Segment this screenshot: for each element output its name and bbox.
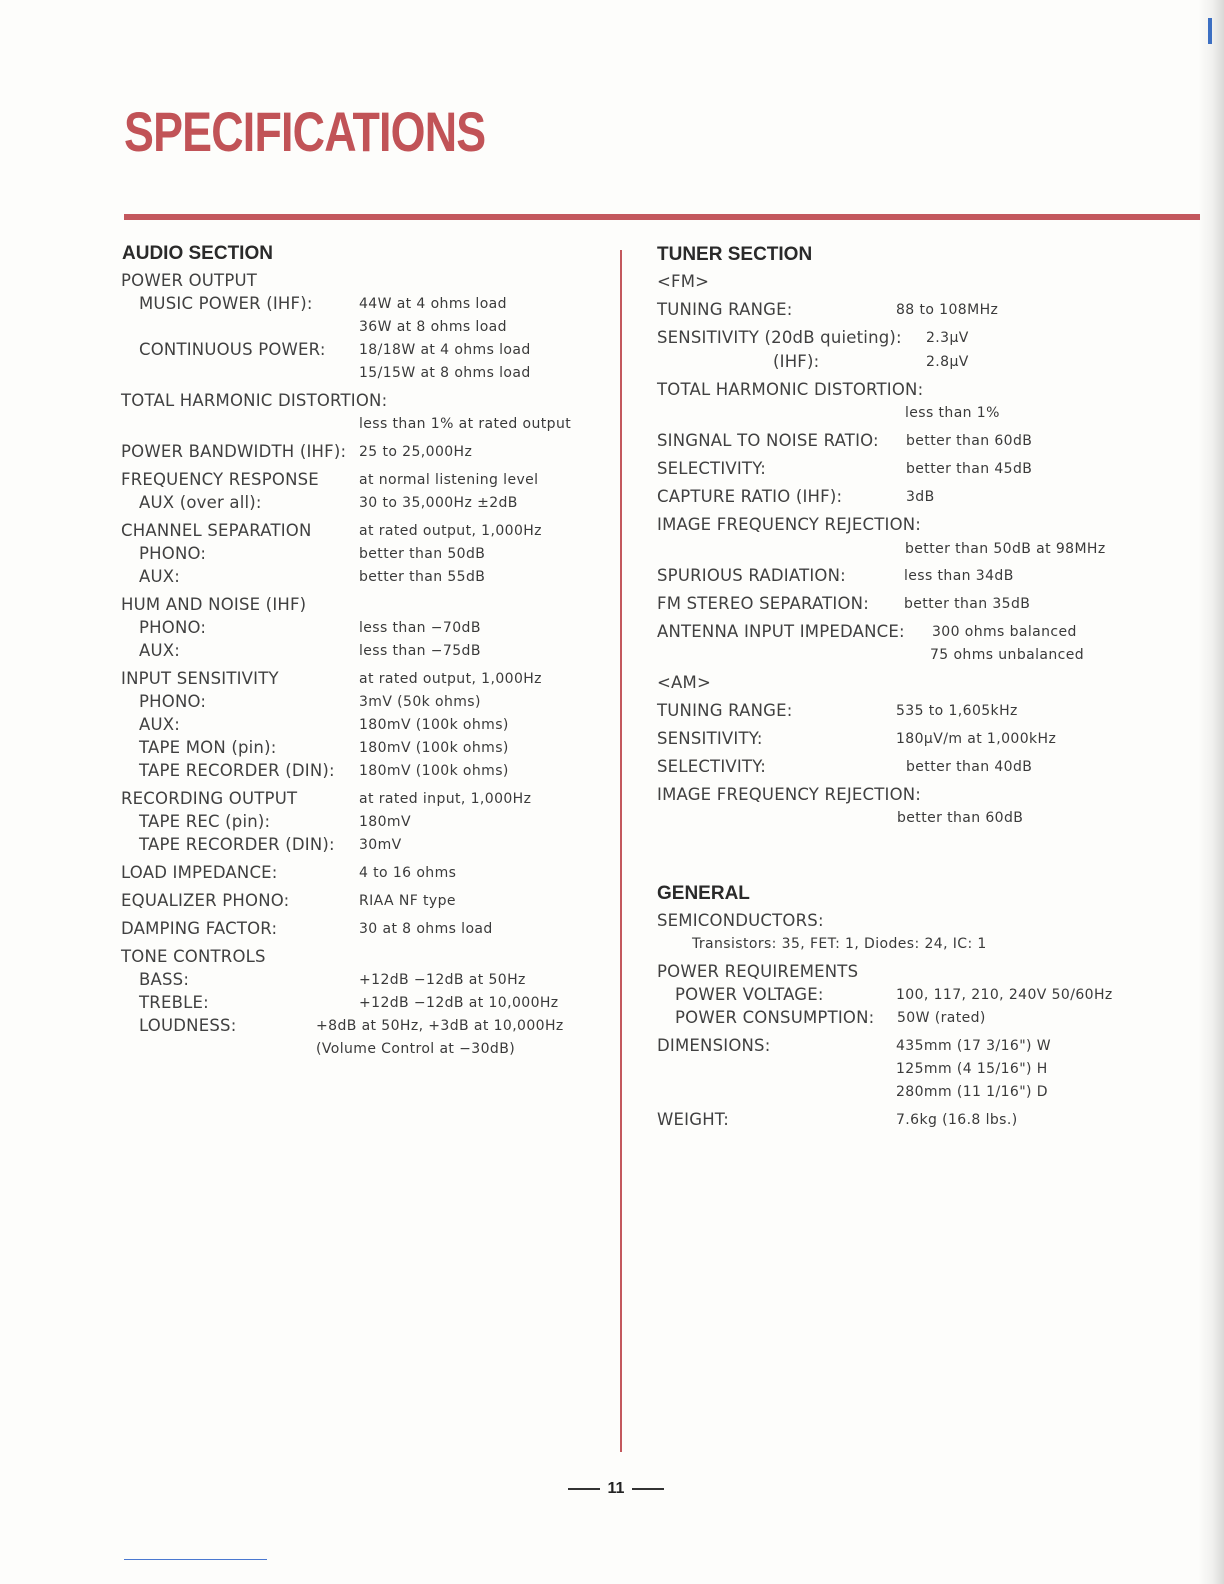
channel-phono-label: PHONO: (139, 544, 207, 563)
continuous-power-8ohm-value: 15/15W at 8 ohms load (359, 365, 531, 381)
channel-phono-value: better than 50dB (359, 546, 486, 562)
music-power-8ohm-value: 36W at 8 ohms load (359, 319, 507, 335)
page-number-dash-left (568, 1488, 600, 1490)
tuner-section-heading: TUNER SECTION (657, 244, 813, 265)
power-consumption-value: 50W (rated) (897, 1010, 986, 1026)
damping-factor-label: DAMPING FACTOR: (121, 919, 278, 938)
power-output-label: POWER OUTPUT (121, 271, 258, 290)
frequency-aux-value: 30 to 35,000Hz ±2dB (359, 495, 518, 511)
recording-output-note: at rated input, 1,000Hz (359, 791, 532, 807)
fm-image-rejection-value: better than 50dB at 98MHz (905, 541, 1106, 557)
page-number-dash-right (632, 1488, 664, 1490)
input-aux-value: 180mV (100k ohms) (359, 717, 509, 733)
continuous-power-label: CONTINUOUS POWER: (139, 340, 326, 359)
fm-antenna-impedance-label: ANTENNA INPUT IMPEDANCE: (657, 622, 905, 641)
fm-snr-label: SINGNAL TO NOISE RATIO: (657, 431, 879, 450)
channel-aux-label: AUX: (139, 567, 181, 586)
am-image-rejection-label: IMAGE FREQUENCY REJECTION: (657, 785, 922, 804)
hum-aux-value: less than −75dB (359, 643, 481, 659)
dimensions-height: 125mm (4 15/16") H (896, 1061, 1048, 1077)
fm-stereo-separation-label: FM STEREO SEPARATION: (657, 594, 869, 613)
frequency-aux-label: AUX (over all): (139, 493, 262, 512)
fm-antenna-impedance-unbalanced: 75 ohms unbalanced (930, 647, 1085, 663)
fm-selectivity-value: better than 45dB (906, 461, 1033, 477)
treble-label: TREBLE: (139, 993, 209, 1012)
channel-separation-label: CHANNEL SEPARATION (121, 521, 312, 540)
input-aux-label: AUX: (139, 715, 181, 734)
power-consumption-label: POWER CONSUMPTION: (675, 1008, 875, 1027)
semiconductors-label: SEMICONDUCTORS: (657, 911, 824, 930)
am-selectivity-value: better than 40dB (906, 759, 1033, 775)
fm-spurious-value: less than 34dB (904, 568, 1014, 584)
fm-stereo-separation-value: better than 35dB (904, 596, 1031, 612)
thd-label: TOTAL HARMONIC DISTORTION: (121, 391, 388, 410)
audio-section-heading: AUDIO SECTION (122, 243, 273, 264)
power-voltage-value: 100, 117, 210, 240V 50/60Hz (896, 987, 1113, 1003)
am-heading: <AM> (657, 673, 711, 692)
channel-aux-value: better than 55dB (359, 569, 486, 585)
input-tape-recorder-label: TAPE RECORDER (DIN): (139, 761, 335, 780)
fm-capture-ratio-label: CAPTURE RATIO (IHF): (657, 487, 843, 506)
power-voltage-label: POWER VOLTAGE: (675, 985, 824, 1004)
fm-sensitivity-ihf-label: (IHF): (773, 352, 820, 371)
dimensions-label: DIMENSIONS: (657, 1036, 771, 1055)
power-bandwidth-label: POWER BANDWIDTH (IHF): (121, 442, 347, 461)
input-tape-mon-value: 180mV (100k ohms) (359, 740, 509, 756)
bass-label: BASS: (139, 970, 190, 989)
rec-tape-rec-label: TAPE REC (pin): (139, 812, 271, 831)
fm-sensitivity-label: SENSITIVITY (20dB quieting): (657, 328, 902, 347)
equalizer-phono-value: RIAA NF type (359, 893, 456, 909)
thd-value: less than 1% at rated output (359, 416, 572, 432)
am-image-rejection-value: better than 60dB (897, 810, 1024, 826)
semiconductors-value: Transistors: 35, FET: 1, Diodes: 24, IC: 1 (692, 936, 987, 952)
weight-value: 7.6kg (16.8 lbs.) (896, 1112, 1018, 1128)
fm-sensitivity-value: 2.3μV (926, 330, 969, 346)
fm-capture-ratio-value: 3dB (906, 489, 935, 505)
general-section-heading: GENERAL (657, 883, 750, 904)
fm-thd-value: less than 1% (905, 405, 1000, 421)
input-phono-value: 3mV (50k ohms) (359, 694, 481, 710)
fm-sensitivity-ihf-value: 2.8μV (926, 354, 969, 370)
fm-thd-label: TOTAL HARMONIC DISTORTION: (657, 380, 924, 399)
bass-value: +12dB −12dB at 50Hz (359, 972, 526, 988)
load-impedance-label: LOAD IMPEDANCE: (121, 863, 278, 882)
page-number (566, 1477, 666, 1501)
am-tuning-range-label: TUNING RANGE: (657, 701, 793, 720)
page-title: SPECIFICATIONS (124, 100, 486, 163)
dimensions-depth: 280mm (11 1/16") D (896, 1084, 1048, 1100)
hum-noise-label: HUM AND NOISE (IHF) (121, 595, 307, 614)
input-phono-label: PHONO: (139, 692, 207, 711)
fm-snr-value: better than 60dB (906, 433, 1033, 449)
music-power-4ohm-value: 44W at 4 ohms load (359, 296, 507, 312)
input-sensitivity-label: INPUT SENSITIVITY (121, 669, 279, 688)
page-number-text: 11 (607, 1480, 625, 1497)
bottom-scan-line (124, 1559, 267, 1560)
rec-tape-recorder-value: 30mV (359, 837, 402, 853)
rec-tape-rec-value: 180mV (359, 814, 411, 830)
power-requirements-label: POWER REQUIREMENTS (657, 962, 859, 981)
loudness-label: LOUDNESS: (139, 1016, 237, 1035)
load-impedance-value: 4 to 16 ohms (359, 865, 457, 881)
damping-factor-value: 30 at 8 ohms load (359, 921, 493, 937)
tone-controls-label: TONE CONTROLS (121, 947, 266, 966)
hum-phono-value: less than −70dB (359, 620, 481, 636)
treble-value: +12dB −12dB at 10,000Hz (359, 995, 559, 1011)
am-sensitivity-value: 180μV/m at 1,000kHz (896, 731, 1057, 747)
fm-spurious-label: SPURIOUS RADIATION: (657, 566, 846, 585)
music-power-label: MUSIC POWER (IHF): (139, 294, 313, 313)
hum-phono-label: PHONO: (139, 618, 207, 637)
am-tuning-range-value: 535 to 1,605kHz (896, 703, 1018, 719)
loudness-value: +8dB at 50Hz, +3dB at 10,000Hz (316, 1018, 564, 1034)
fm-tuning-range-value: 88 to 108MHz (896, 302, 999, 318)
dimensions-width: 435mm (17 3/16") W (896, 1038, 1052, 1054)
equalizer-phono-label: EQUALIZER PHONO: (121, 891, 290, 910)
frequency-response-note: at normal listening level (359, 472, 539, 488)
input-sensitivity-note: at rated output, 1,000Hz (359, 671, 542, 687)
rec-tape-recorder-label: TAPE RECORDER (DIN): (139, 835, 335, 854)
hum-aux-label: AUX: (139, 641, 181, 660)
am-sensitivity-label: SENSITIVITY: (657, 729, 763, 748)
continuous-power-4ohm-value: 18/18W at 4 ohms load (359, 342, 531, 358)
weight-label: WEIGHT: (657, 1110, 730, 1129)
fm-tuning-range-label: TUNING RANGE: (657, 300, 793, 319)
fm-heading: <FM> (657, 272, 710, 291)
frequency-response-label: FREQUENCY RESPONSE (121, 470, 319, 489)
am-selectivity-label: SELECTIVITY: (657, 757, 767, 776)
channel-separation-note: at rated output, 1,000Hz (359, 523, 542, 539)
input-tape-recorder-value: 180mV (100k ohms) (359, 763, 509, 779)
loudness-note: (Volume Control at −30dB) (316, 1041, 516, 1057)
recording-output-label: RECORDING OUTPUT (121, 789, 298, 808)
fm-antenna-impedance-balanced: 300 ohms balanced (932, 624, 1077, 640)
input-tape-mon-label: TAPE MON (pin): (139, 738, 277, 757)
fm-selectivity-label: SELECTIVITY: (657, 459, 767, 478)
fm-image-rejection-label: IMAGE FREQUENCY REJECTION: (657, 515, 922, 534)
power-bandwidth-value: 25 to 25,000Hz (359, 444, 473, 460)
